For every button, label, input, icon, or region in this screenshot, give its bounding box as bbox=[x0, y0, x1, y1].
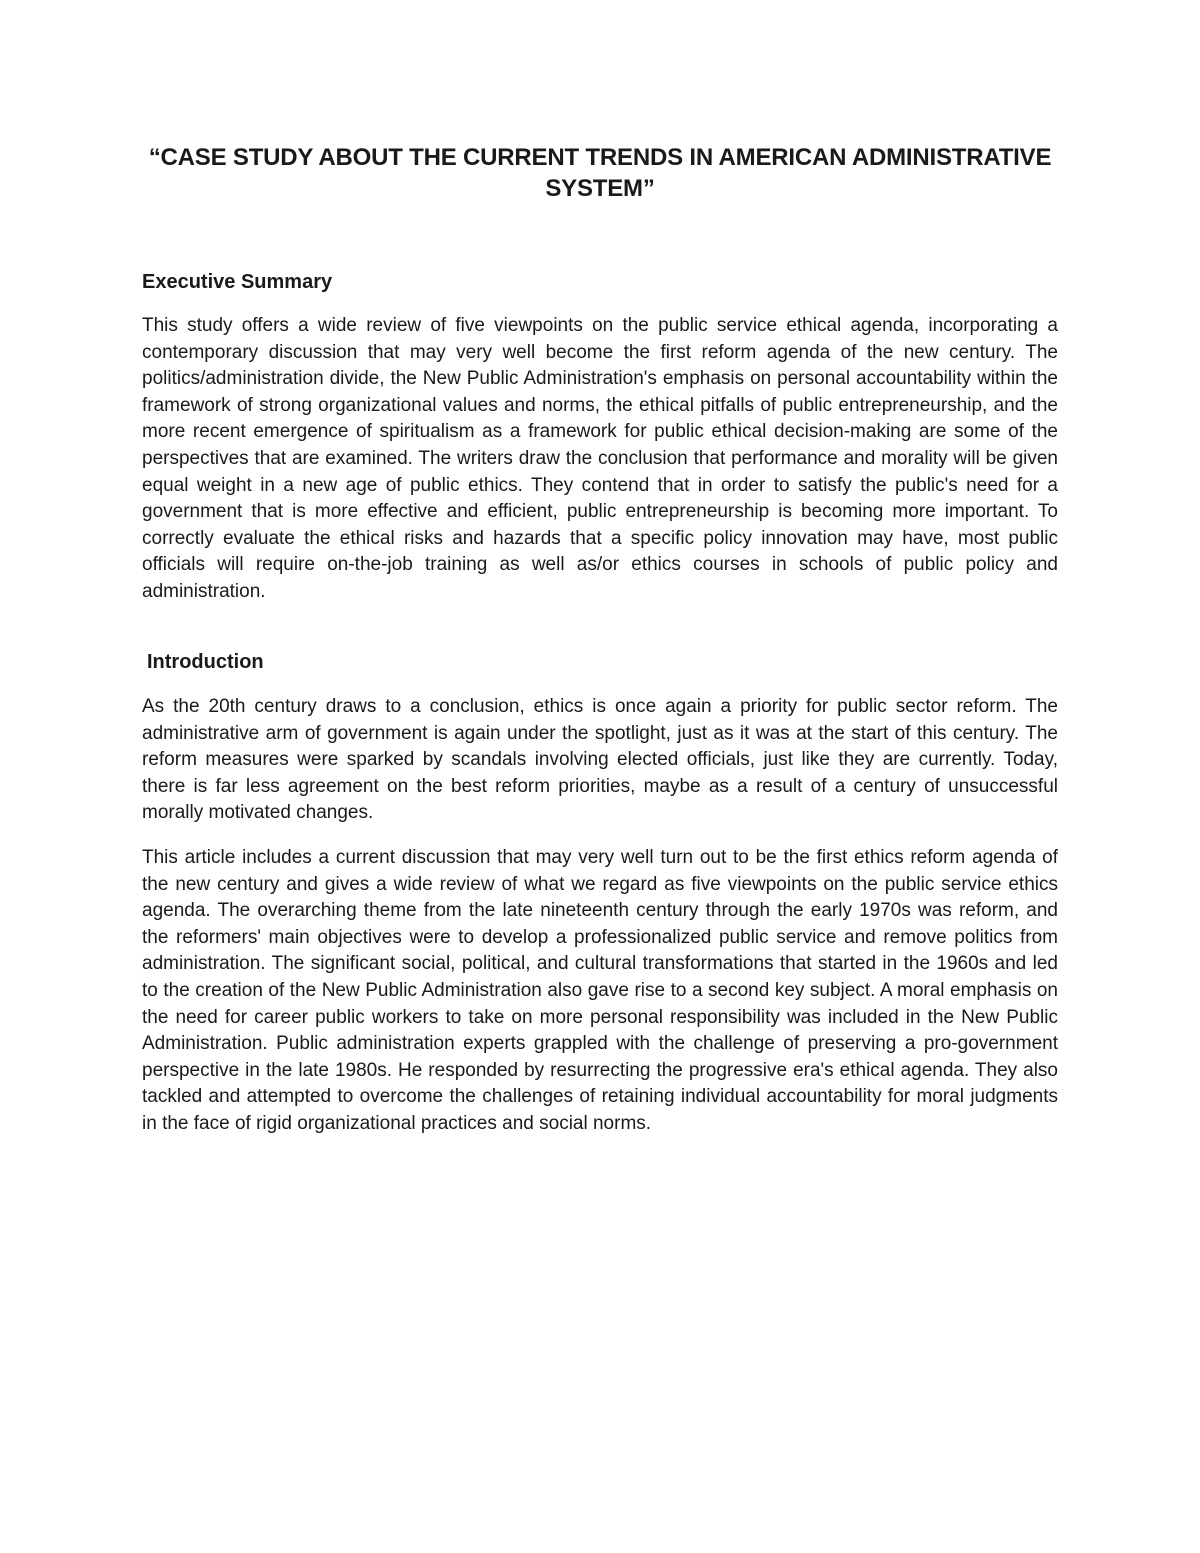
document-title: “CASE STUDY ABOUT THE CURRENT TRENDS IN AMERICAN ADMINISTRATIVE SYSTEM” bbox=[148, 144, 1052, 202]
introduction-paragraph-1: As the 20th century draws to a conclusion, ethics is once again a priority for public sector reform. The administrative arm of government is again under the spotlight, just as it was at the start of this century. The reform measures were sparked by scandals involving elected officials, just like they are currently. Today, there is far less agreement on the best reform priorities, maybe as a result of a century of unsuccessful morally motivated changes. bbox=[142, 696, 1058, 824]
introduction-heading: Introduction bbox=[147, 651, 264, 673]
executive-summary-paragraph: This study offers a wide review of five viewpoints on the public service ethical agenda, incorporating a contemporary discussion that may very well become the first reform agenda of the new century. The politics/administration divide, the New Public Administration's emphasis on personal accountability within the framework of strong organizational values and norms, the ethical pitfalls of public entrepreneurship, and the more recent emergence of spiritualism as a framework for public ethical decision-making are some of the perspectives that are examined. The writers draw the conclusion that performance and morality will be given equal weight in a new age of public ethics. They contend that in order to satisfy the public's need for a government that is more effective and efficient, public entrepreneurship is becoming more important. To correctly evaluate the ethical risks and hazards that a specific policy innovation may have, most public officials will require on-the-job training as well as/or ethics courses in schools of public policy and administration. bbox=[142, 315, 1058, 602]
executive-summary-heading: Executive Summary bbox=[142, 271, 333, 293]
introduction-paragraph-2: This article includes a current discussion that may very well turn out to be the first ethics reform agenda of the new century and gives a wide review of what we regard as five viewpoints on the public service ethics agenda. The overarching theme from the late nineteenth century through the early 1970s was reform, and the reformers' main objectives were to develop a professionalized public service and remove politics from administration. The significant social, political, and cultural transformations that started in the 1960s and led to the creation of the New Public Administration also gave rise to a second key subject. A moral emphasis on the need for career public workers to take on more personal responsibility was included in the New Public Administration. Public administration experts grappled with the challenge of preserving a pro-government perspective in the late 1980s. He responded by resurrecting the progressive era's ethical agenda. They also tackled and attempted to overcome the challenges of retaining individual accountability for moral judgments in the face of rigid organizational practices and social norms. bbox=[142, 847, 1058, 1134]
